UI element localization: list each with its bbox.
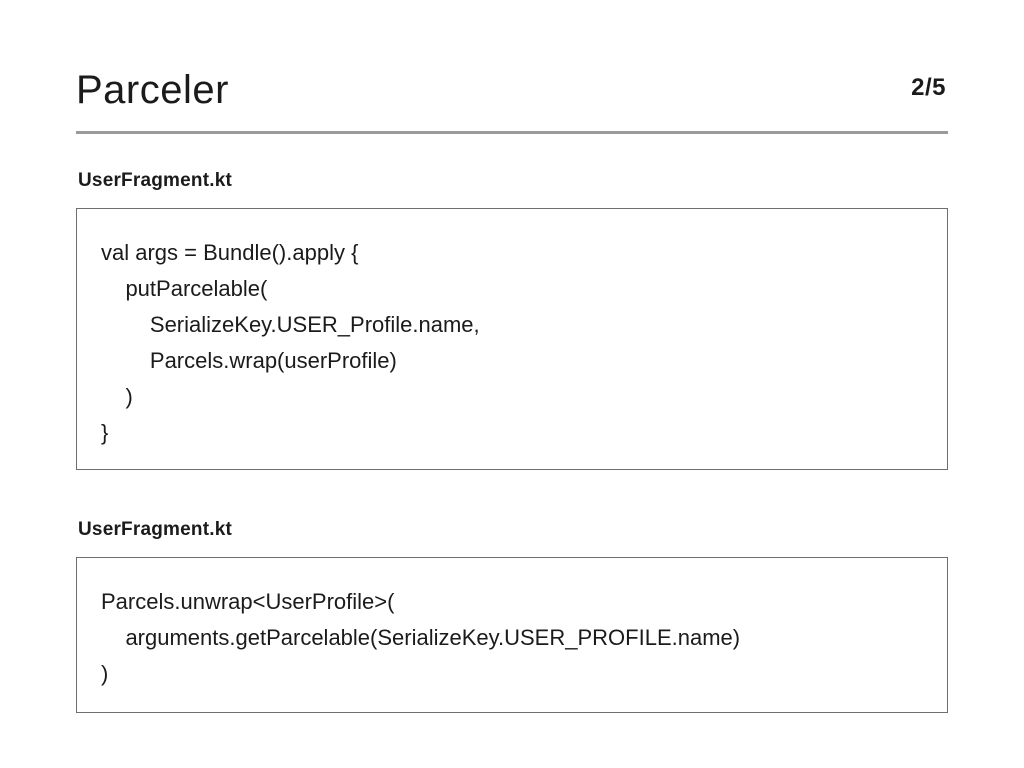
code-line: Parcels.unwrap<UserProfile>(: [101, 589, 395, 614]
code-line: ): [101, 661, 109, 686]
slide-header: [76, 60, 948, 132]
file-label-2: UserFragment.kt: [78, 519, 232, 540]
code-block-2: [76, 557, 948, 713]
code-line: ): [101, 384, 133, 409]
file-label-1: UserFragment.kt: [78, 170, 232, 191]
header-divider: [76, 131, 948, 134]
code-line: putParcelable(: [101, 276, 268, 301]
code-line: arguments.getParcelable(SerializeKey.USER_PROFILE.name): [101, 625, 741, 650]
page-number: 2/5: [911, 74, 946, 101]
code-line: val args = Bundle().apply {: [101, 240, 359, 265]
code-line: Parcels.wrap(userProfile): [101, 348, 397, 373]
code-line: SerializeKey.USER_Profile.name,: [101, 312, 480, 337]
page-title: Parceler: [76, 68, 229, 112]
code-block-1: [76, 208, 948, 470]
code-line: }: [101, 420, 109, 445]
code-section-2: [76, 519, 948, 713]
code-section-1: [76, 170, 948, 470]
